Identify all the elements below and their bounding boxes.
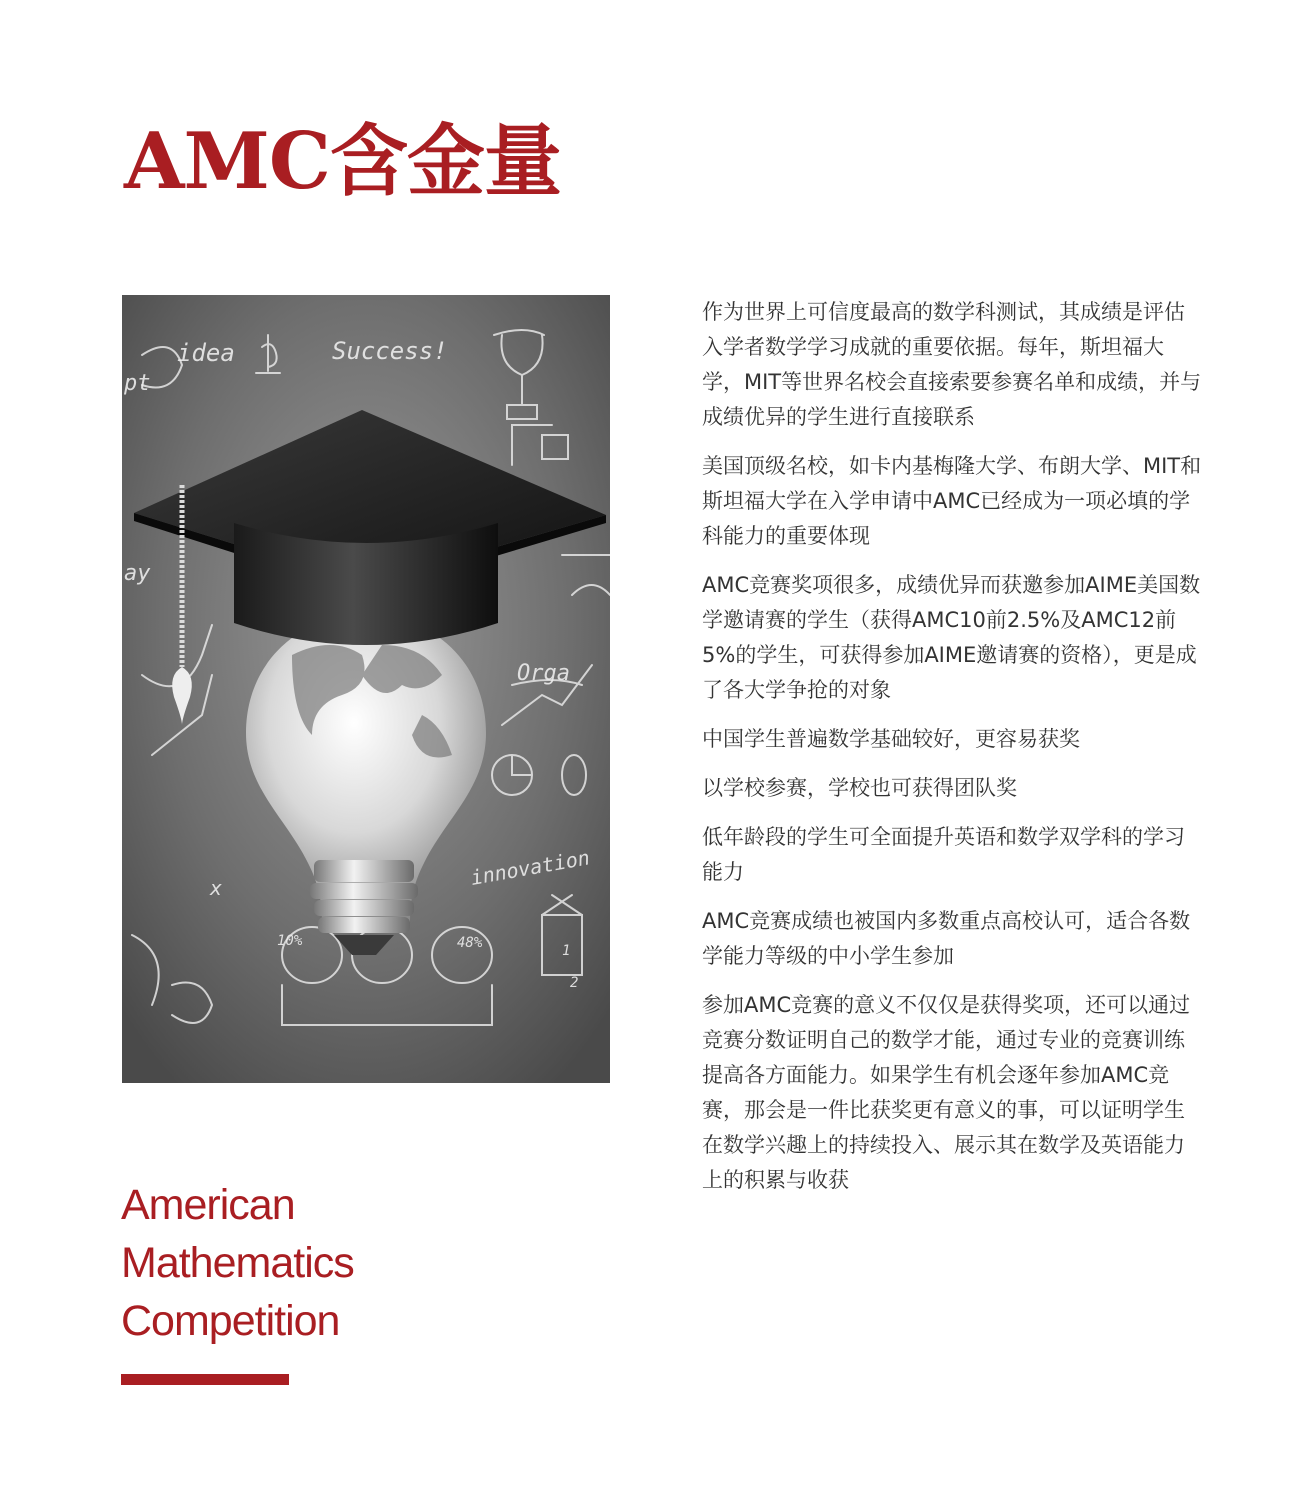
chalk-word: x	[210, 876, 223, 900]
chalk-word: ay	[124, 561, 151, 586]
chalk-word: Success!	[332, 337, 448, 365]
paragraph: AMC竞赛奖项很多，成绩优异而获邀参加AIME美国数学邀请赛的学生（获得AMC10前2.5%及AMC12前5%的学生，可获得参加AIME邀请赛的资格），更是成了各大学争抢的对象	[702, 573, 1201, 702]
subtitle-line: American	[121, 1181, 295, 1229]
chalk-word: 48%	[457, 935, 483, 951]
paragraph: 低年龄段的学生可全面提升英语和数学双学科的学习能力	[702, 825, 1185, 884]
chalk-word: innovation	[468, 845, 592, 890]
chalk-word: 1	[562, 943, 571, 959]
chalk-word: Orga	[517, 661, 570, 686]
subtitle-line: Competition	[121, 1297, 340, 1345]
paragraph: 作为世界上可信度最高的数学科测试，其成绩是评估入学者数学学习成就的重要依据。每年，斯坦福大学，MIT等世界名校会直接索要参赛名单和成绩，并与成绩优异的学生进行直接联系	[702, 300, 1202, 429]
chalk-word: pt	[124, 371, 151, 396]
subtitle-line: Mathematics	[121, 1239, 354, 1287]
page-title: AMC含金量	[124, 116, 561, 207]
paragraph: 美国顶级名校，如卡内基梅隆大学、布朗大学、MIT和斯坦福大学在入学申请中AMC已经成为一项必填的学科能力的重要体现	[702, 454, 1202, 548]
english-subtitle	[121, 1176, 354, 1350]
graduation-lightbulb-illustration	[122, 295, 610, 1083]
chalk-word: idea	[177, 339, 235, 367]
paragraph: 中国学生普遍数学基础较好，更容易获奖	[702, 727, 1080, 751]
paragraph: 以学校参赛，学校也可获得团队奖	[702, 776, 1017, 800]
accent-bar	[121, 1374, 289, 1385]
paragraph: 参加AMC竞赛的意义不仅仅是获得奖项，还可以通过竞赛分数证明自己的数学才能，通过专业的竞赛训练提高各方面能力。如果学生有机会逐年参加AMC竞赛，那会是一件比获奖更有意义的事，可以证明学生在数学兴趣上的持续投入、展示其在数学及英语能力上的积累与收获	[702, 993, 1191, 1192]
body-text-column	[702, 295, 1202, 1212]
paragraph: AMC竞赛成绩也被国内多数重点高校认可，适合各数学能力等级的中小学生参加	[702, 909, 1191, 968]
chalk-word: 2	[570, 975, 579, 991]
chalk-word: 10%	[277, 933, 303, 949]
